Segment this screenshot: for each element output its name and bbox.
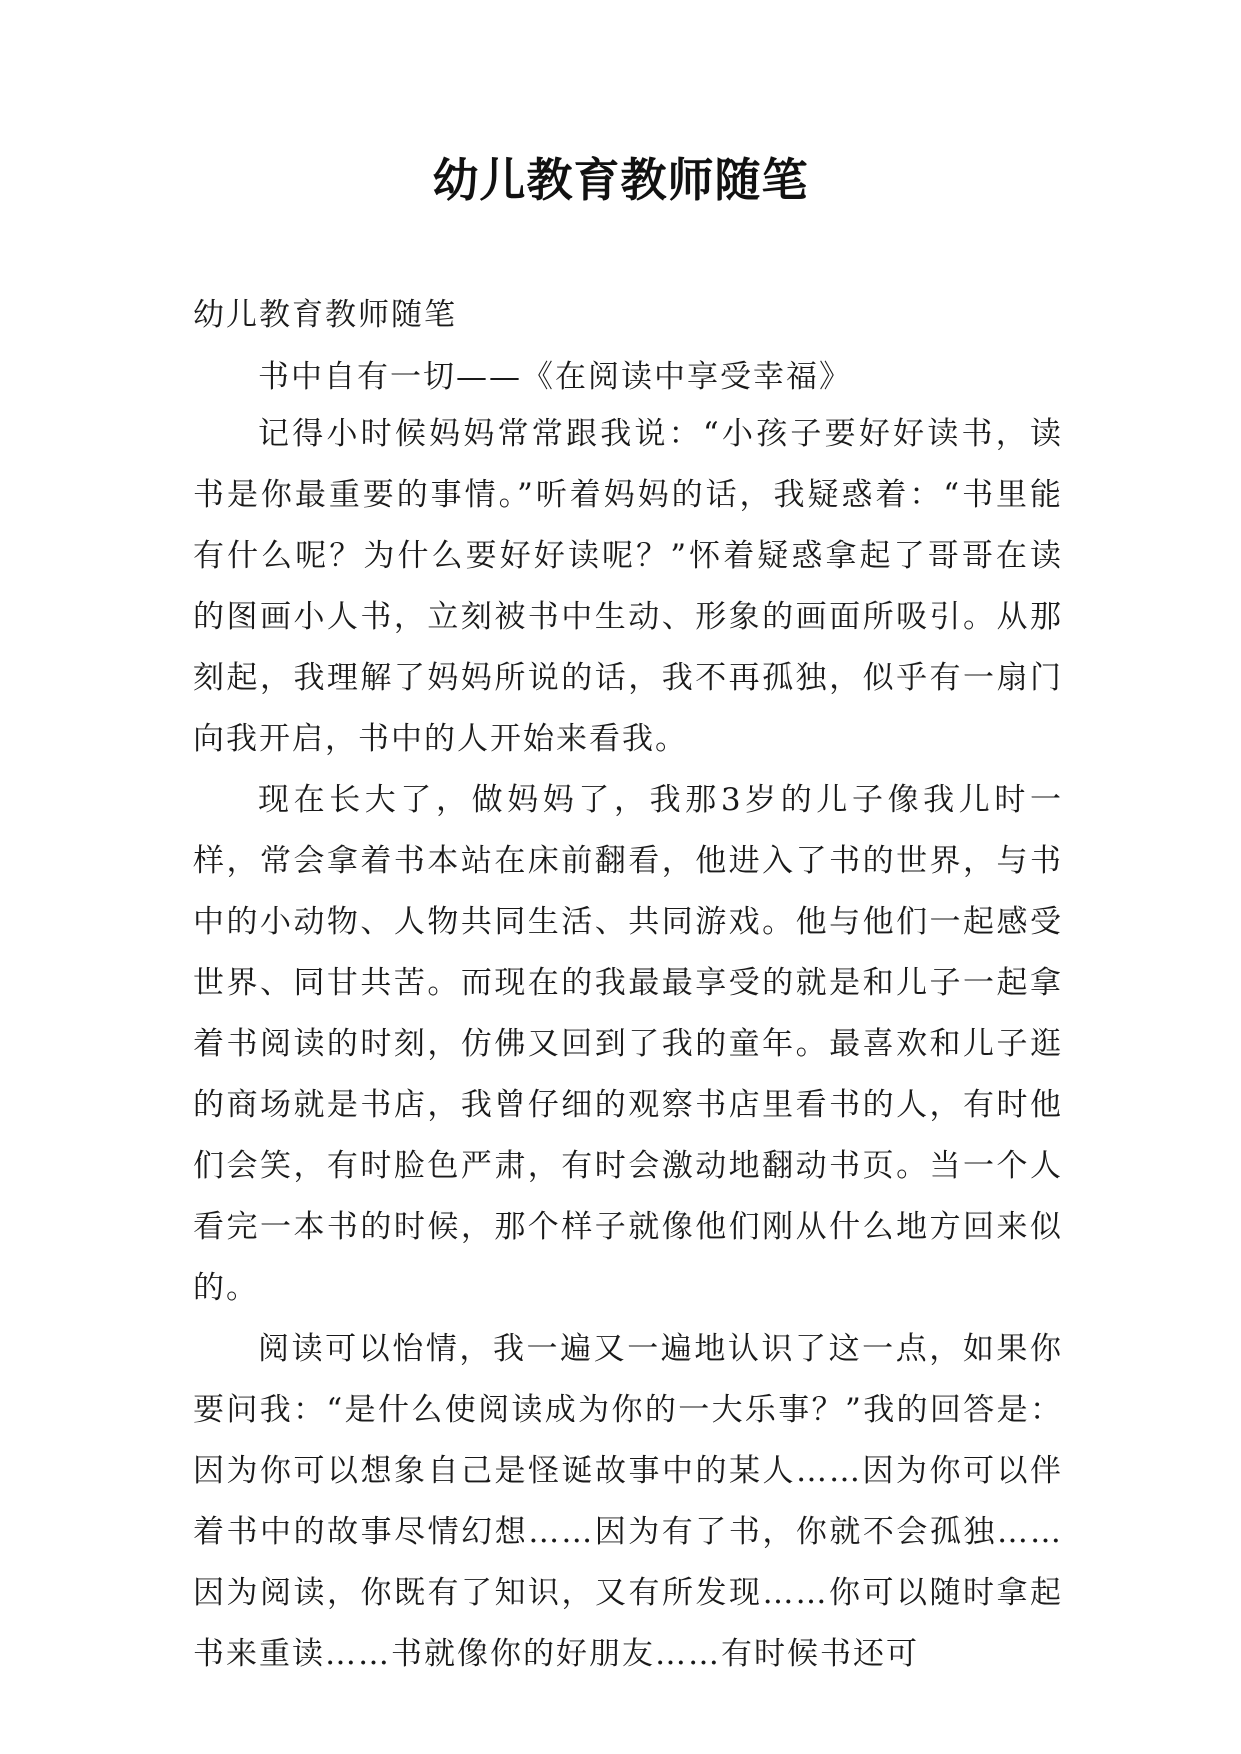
body-paragraph: 记得小时候妈妈常常跟我说：“小孩子要好好读书，读书是你最重要的事情。”听着妈妈的话，我疑惑着：“书里能有什么呢？为什么要好好读呢？”怀着疑惑拿起了哥哥在读的图画小人书，立刻被书中生动、形象的画面所吸引。从那刻起，我理解了妈妈所说的话，我不再孤独，似乎有一扇门向我开启，书中的人开始来看我。	[193, 416, 1063, 757]
body-paragraph: 现在长大了，做妈妈了，我那3岁的儿子像我儿时一样，常会拿着书本站在床前翻看，他进入了书的世界，与书中的小动物、人物共同生活、共同游戏。他与他们一起感受世界、同甘共苦。而现在的我最最享受的就是和儿子一起拿着书阅读的时刻，仿佛又回到了我的童年。最喜欢和儿子逛的商场就是书店，我曾仔细的观察书店里看书的人，有时他们会笑，有时脸色严肃，有时会激动地翻动书页。当一个人看完一本书的时候，那个样子就像他们刚从什么地方回来似的。	[193, 782, 1063, 1306]
body-paragraph: 阅读可以怡情，我一遍又一遍地认识了这一点，如果你要问我：“是什么使阅读成为你的一大乐事？”我的回答是：因为你可以想象自己是怪诞故事中的某人……因为你可以伴着书中的故事尽情幻想……因为有了书，你就不会孤独……因为阅读，你既有了知识，又有所发现……你可以随时拿起书来重读……书就像你的好朋友……有时候书还可	[193, 1331, 1063, 1672]
document-body	[193, 290, 1063, 1685]
document-title: 幼儿教育教师随笔	[432, 153, 809, 207]
document-subheading: 书中自有一切——《在阅读中享受幸福》	[258, 359, 852, 395]
document-heading: 幼儿教育教师随笔	[193, 297, 457, 333]
